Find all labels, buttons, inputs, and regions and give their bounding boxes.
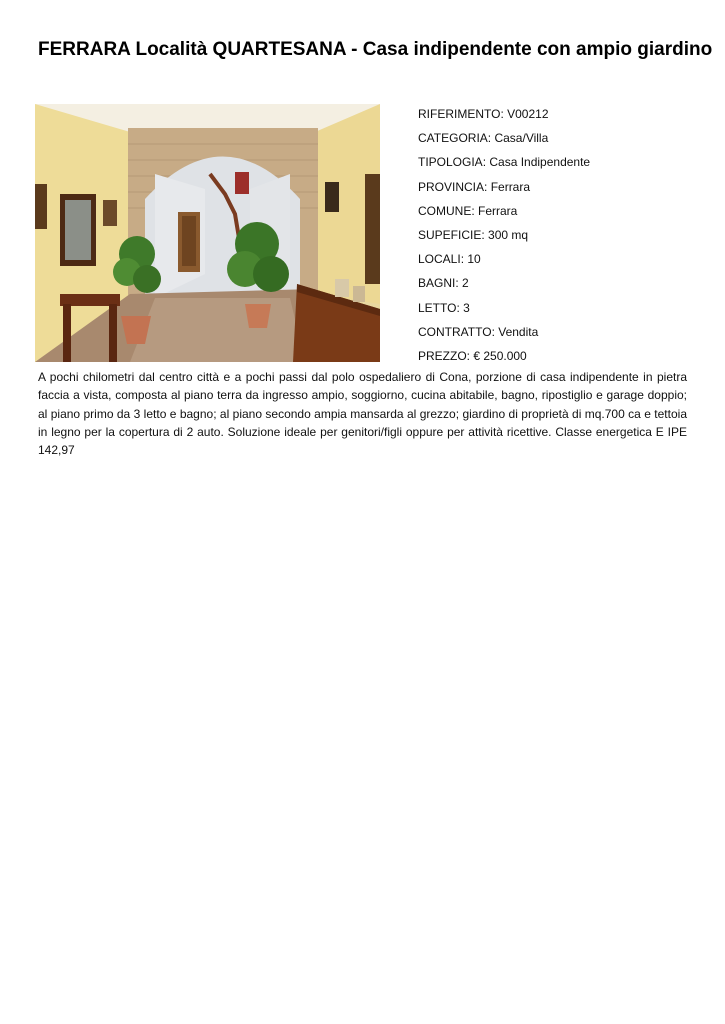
detail-label: PREZZO — [418, 348, 467, 363]
detail-value: 10 — [467, 252, 481, 267]
detail-value: 300 mq — [488, 227, 529, 242]
interior-hallway-photo — [35, 104, 380, 362]
detail-label: COMUNE — [418, 203, 472, 218]
detail-value: Casa/Villa — [494, 131, 549, 146]
detail-prezzo: PREZZO: € 250.000 — [418, 348, 527, 363]
detail-value: Casa Indipendente — [489, 155, 591, 170]
detail-provincia: PROVINCIA: Ferrara — [418, 179, 531, 194]
property-photo — [35, 104, 380, 362]
property-description: A pochi chilometri dal centro città e a pochi passi dal polo ospedaliero di Cona, porzione di casa indipendente in pietra faccia a vista, composta al piano terra da ingresso ampio, soggiorno, cucina abitabile, bagno, ripostiglio e garage doppio; al piano primo da 3 letto e bagno; al piano secondo ampia mansarda al grezzo; giardino di proprietà di mq.700 ca e tettoia in legno per la copertura di 2 auto. Soluzione ideale per genitori/figli oppure per attività ricettive. Classe energetica E IPE 142,97 — [38, 370, 687, 458]
detail-superficie: SUPEFICIE: 300 mq — [418, 227, 529, 242]
detail-contratto: CONTRATTO: Vendita — [418, 324, 539, 339]
detail-label: BAGNI — [418, 276, 456, 291]
detail-label: LOCALI — [418, 252, 461, 267]
page-title: FERRARA Località QUARTESANA - Casa indipendente con ampio giardino — [38, 39, 713, 60]
detail-value: Vendita — [498, 324, 539, 339]
detail-value: 3 — [463, 300, 470, 315]
detail-bagni: BAGNI: 2 — [418, 276, 469, 291]
detail-tipologia: TIPOLOGIA: Casa Indipendente — [418, 155, 591, 170]
detail-riferimento: RIFERIMENTO: V00212 — [418, 107, 549, 121]
detail-label: SUPEFICIE — [418, 227, 482, 242]
property-details-list — [418, 106, 708, 372]
detail-label: PROVINCIA — [418, 179, 485, 194]
detail-label: CATEGORIA — [418, 131, 488, 146]
detail-label: CONTRATTO — [418, 324, 492, 339]
detail-locali: LOCALI: 10 — [418, 252, 481, 267]
detail-label: LETTO — [418, 300, 457, 315]
detail-label: RIFERIMENTO — [418, 107, 501, 121]
detail-value: V00212 — [507, 107, 549, 121]
detail-label: TIPOLOGIA — [418, 155, 483, 170]
detail-letto: LETTO: 3 — [418, 300, 470, 315]
detail-comune: COMUNE: Ferrara — [418, 203, 518, 218]
detail-value: € 250.000 — [473, 348, 527, 363]
detail-categoria: CATEGORIA: Casa/Villa — [418, 131, 549, 146]
detail-value: Ferrara — [478, 203, 518, 218]
detail-value: 2 — [462, 276, 469, 291]
detail-value: Ferrara — [490, 179, 531, 194]
